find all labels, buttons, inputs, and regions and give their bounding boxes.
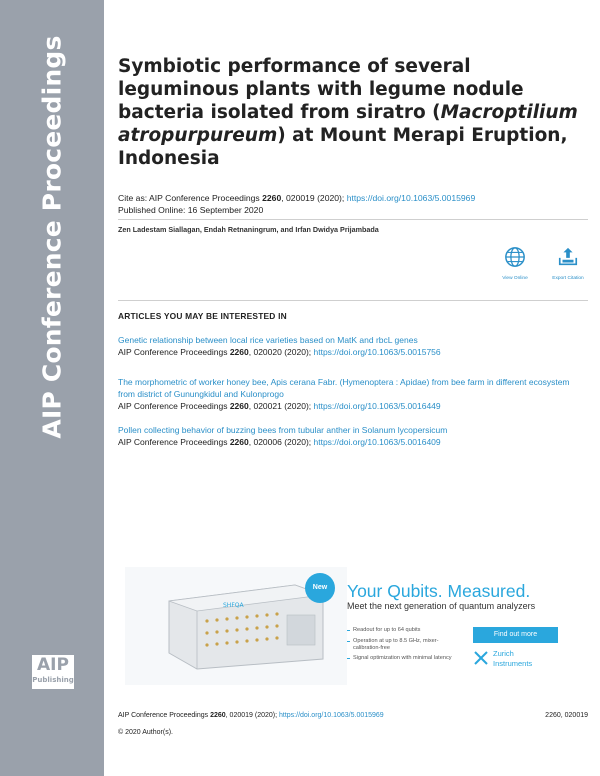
- related-article-doi-link[interactable]: https://doi.org/10.1063/5.0015756: [313, 347, 441, 357]
- zurich-instruments-logo: [473, 648, 563, 670]
- logo-text-publishing: Publishing: [32, 676, 74, 684]
- cite-prefix: AIP Conference Proceedings: [118, 401, 230, 411]
- footer-cite-suffix: , 020019 (2020);: [225, 712, 279, 719]
- view-online-button[interactable]: [498, 246, 532, 281]
- cite-suffix: , 020021 (2020);: [248, 401, 314, 411]
- cite-volume: 2260: [262, 193, 282, 203]
- ad-feature-text: Operation at up to 8.5 GHz, mixer-calibration-free: [353, 638, 439, 651]
- ad-headline: Your Qubits. Measured.: [347, 581, 531, 601]
- device-label: SHFQA: [223, 602, 244, 609]
- bullet-dash: [347, 630, 350, 631]
- copyright-notice: © 2020 Author(s).: [118, 729, 173, 736]
- cite-prefix: AIP Conference Proceedings: [118, 347, 230, 357]
- cite-volume: 2260: [229, 437, 249, 447]
- ad-subline: Meet the next generation of quantum analyzers: [347, 601, 536, 611]
- title-part-1: Symbiotic performance of several leguminous plants with legume nodule bacteria isolated from siratro (: [118, 56, 524, 123]
- article-doi-link[interactable]: https://doi.org/10.1063/5.0015969: [346, 193, 476, 203]
- export-citation-label: Export Citation: [552, 276, 584, 281]
- ad-feature-text: Readout for up to 64 qubits: [353, 627, 421, 633]
- view-online-label: View Online: [502, 276, 528, 281]
- footer-citation: [118, 712, 588, 719]
- citation-block: [118, 192, 588, 216]
- quantum-analyzer-device-image: [163, 581, 329, 671]
- title-part-2: ) at Mount Merapi Eruption, Indonesia: [118, 125, 568, 169]
- divider: [118, 300, 588, 301]
- ad-feature-bullet: [353, 627, 463, 634]
- related-article: [118, 424, 588, 448]
- brand-name: [493, 649, 532, 669]
- cite-volume: 2260: [229, 347, 249, 357]
- ad-feature-text: Signal optimization with minimal latency: [353, 655, 452, 661]
- cite-line: [118, 192, 588, 204]
- related-article-title-link[interactable]: Pollen collecting behavior of buzzing bees from tubular anther in Solanum lycopersicum: [118, 425, 448, 435]
- cite-prefix: Cite as: AIP Conference Proceedings: [118, 193, 263, 203]
- related-article-title-link[interactable]: Genetic relationship between local rice varieties based on MatK and rbcL genes: [118, 335, 418, 345]
- advertisement-banner[interactable]: [125, 567, 588, 685]
- journal-sidebar: [0, 0, 104, 776]
- export-icon: [557, 246, 579, 268]
- related-article-doi-link[interactable]: https://doi.org/10.1063/5.0016409: [313, 437, 441, 447]
- brand-line-1: Zurich: [493, 649, 514, 658]
- journal-title: AIP Conference Proceedings: [37, 35, 67, 439]
- globe-icon: [504, 246, 526, 268]
- aip-publishing-logo[interactable]: [32, 655, 74, 689]
- authors: Zen Ladestam Siallagan, Endah Retnaningrum, and Irfan Dwidya Prijambada: [118, 225, 379, 234]
- footer-page-id: 2260, 020019: [545, 712, 588, 719]
- related-article-cite: [118, 346, 588, 358]
- cite-prefix: AIP Conference Proceedings: [118, 437, 230, 447]
- related-article-cite: [118, 400, 588, 412]
- ad-feature-bullet: [353, 638, 463, 652]
- brand-line-2: Instruments: [493, 659, 533, 668]
- footer-cite-prefix: AIP Conference Proceedings: [118, 712, 211, 719]
- export-citation-button[interactable]: [551, 246, 585, 281]
- related-article-doi-link[interactable]: https://doi.org/10.1063/5.0016449: [313, 401, 441, 411]
- cite-suffix: , 020020 (2020);: [248, 347, 314, 357]
- related-articles-heading: ARTICLES YOU MAY BE INTERESTED IN: [118, 311, 287, 321]
- related-article: [118, 334, 588, 358]
- divider: [118, 219, 588, 220]
- cite-suffix: , 020019 (2020);: [281, 193, 347, 203]
- related-article-cite: [118, 436, 588, 448]
- find-out-more-button[interactable]: Find out more: [473, 627, 558, 643]
- related-article: [118, 376, 588, 412]
- published-date: Published Online: 16 September 2020: [118, 205, 264, 215]
- cite-suffix: , 020006 (2020);: [248, 437, 314, 447]
- footer-volume: 2260: [210, 712, 226, 719]
- zurich-instruments-mark-icon: [473, 650, 489, 666]
- title-species: Macroptilium atropurpureum: [118, 102, 578, 146]
- logo-text-aip: AIP: [37, 655, 69, 675]
- cite-volume: 2260: [229, 401, 249, 411]
- related-article-title-link[interactable]: The morphometric of worker honey bee, Apis cerana Fabr. (Hymenoptera : Apidae) from bee farm in different ecosystem from district of Gunungkidul and Kulonprogo: [118, 377, 570, 399]
- bullet-dash: [347, 641, 350, 642]
- bullet-dash: [347, 658, 350, 659]
- ad-feature-bullet: [353, 655, 463, 662]
- new-badge: New: [305, 573, 335, 603]
- article-title: [118, 55, 588, 170]
- footer-doi-link[interactable]: https://doi.org/10.1063/5.0015969: [279, 712, 384, 719]
